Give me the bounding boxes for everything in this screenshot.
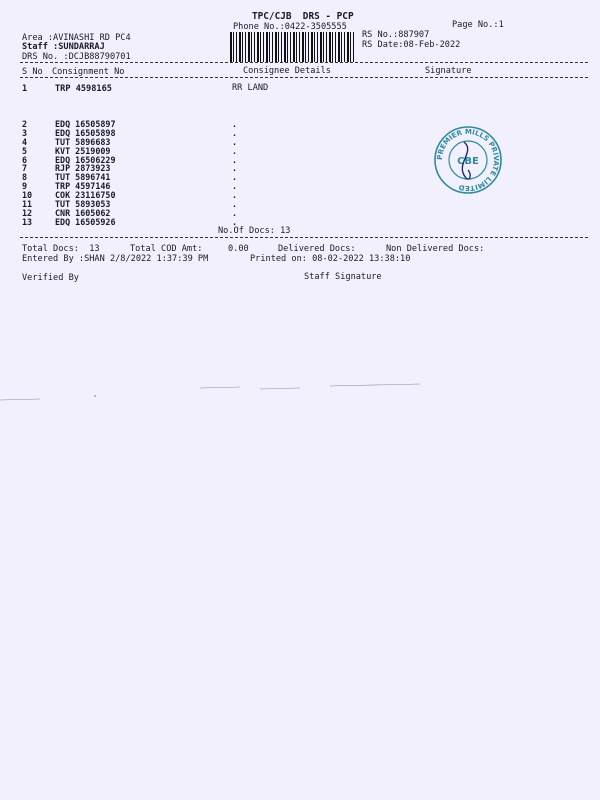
entered-by: Entered By :SHAN 2/8/2022 1:37:39 PM	[22, 254, 209, 264]
row-consignment: EDQ 16505898	[55, 127, 116, 138]
col-sno: S No	[22, 67, 43, 77]
no-of-docs: No.Of Docs: 13	[218, 226, 291, 236]
col-consignee: Consignee Details	[243, 66, 331, 76]
row-consignment: EDQ 16506229	[55, 154, 116, 165]
total-cod-label: Total COD Amt:	[130, 244, 203, 254]
row-sno: 4	[22, 136, 28, 147]
col-signature: Signature	[425, 66, 472, 76]
scan-artifacts	[0, 380, 600, 410]
phone-number: Phone No.:0422-3505555	[233, 22, 347, 32]
row-consignment: EDQ 16505897	[55, 119, 116, 129]
rs-number: RS No.:887907	[362, 30, 430, 40]
total-cod-value: 0.00	[228, 244, 249, 254]
seal-center-text: CBE	[457, 156, 479, 167]
row-consignee-dot: .	[232, 207, 238, 218]
barcode	[230, 32, 355, 62]
seal-ring-text: PREMIER MILLS PRIVATE LIMITED	[435, 127, 501, 193]
row-sno: 8	[22, 172, 28, 183]
row-sno: 13	[22, 216, 33, 227]
row-consignee-dot: .	[232, 199, 238, 210]
row-consignment: KVT 2519009	[55, 145, 111, 156]
row-consignee-dot: .	[232, 216, 238, 227]
header-divider-top	[20, 62, 588, 63]
row-consignee-dot: .	[232, 163, 238, 174]
row-sno: 6	[22, 154, 28, 165]
row-consignment: RJP 2873923	[55, 163, 111, 174]
total-docs: Total Docs: 13	[22, 244, 100, 254]
page-number: Page No.:1	[452, 20, 504, 30]
staff-signature: Staff Signature	[304, 272, 382, 282]
delivered-docs: Delivered Docs:	[278, 244, 356, 254]
row-sno: 11	[22, 199, 33, 210]
header-divider-bottom	[20, 77, 588, 78]
row-consignment: CNR 1605062	[55, 207, 111, 218]
row-consignee-dot: .	[232, 119, 238, 129]
row-consignee-dot: .	[232, 145, 238, 156]
row-consignment: COK 23116750	[55, 190, 116, 201]
row-consignee-dot: .	[232, 181, 238, 192]
drs-number: DRS No. :DCJB88790701	[22, 52, 131, 62]
row-sno: 9	[22, 181, 28, 192]
first-row-sno: 1	[22, 84, 28, 94]
row-consignment: TUT 5896683	[55, 136, 111, 147]
staff-label: Staff :SUNDARRAJ	[22, 42, 105, 52]
non-delivered-docs: Non Delivered Docs:	[386, 244, 485, 254]
row-consignment: TUT 5896741	[55, 172, 111, 183]
row-consignee-dot: .	[232, 172, 238, 183]
row-consignment: EDQ 16505926	[55, 216, 116, 227]
row-consignment: TRP 4597146	[55, 181, 111, 192]
rs-date: RS Date:08-Feb-2022	[362, 40, 461, 50]
row-sno: 12	[22, 207, 33, 218]
row-consignee-dot: .	[232, 190, 238, 201]
row-consignee-dot: .	[232, 136, 238, 147]
row-sno: 3	[22, 127, 28, 138]
first-row-consignee: RR LAND	[232, 83, 269, 93]
verified-by: Verified By	[22, 273, 79, 283]
row-sno: 7	[22, 163, 28, 174]
row-consignee-dot: .	[232, 127, 238, 138]
row-sno: 10	[22, 190, 33, 201]
footer-divider	[20, 237, 588, 238]
col-consignment: Consignment No	[52, 67, 125, 77]
first-row-consignment: TRP 4598165	[55, 84, 112, 94]
printed-on: Printed on: 08-02-2022 13:38:10	[250, 254, 411, 264]
company-seal-stamp	[432, 124, 504, 196]
row-sno: 5	[22, 145, 28, 156]
row-consignment: TUT 5893053	[55, 199, 111, 210]
document-title: TPC/CJB DRS - PCP	[252, 11, 354, 22]
row-sno: 2	[22, 119, 28, 129]
area-label: Area :AVINASHI RD PC4	[22, 33, 131, 43]
row-consignee-dot: .	[232, 154, 238, 165]
